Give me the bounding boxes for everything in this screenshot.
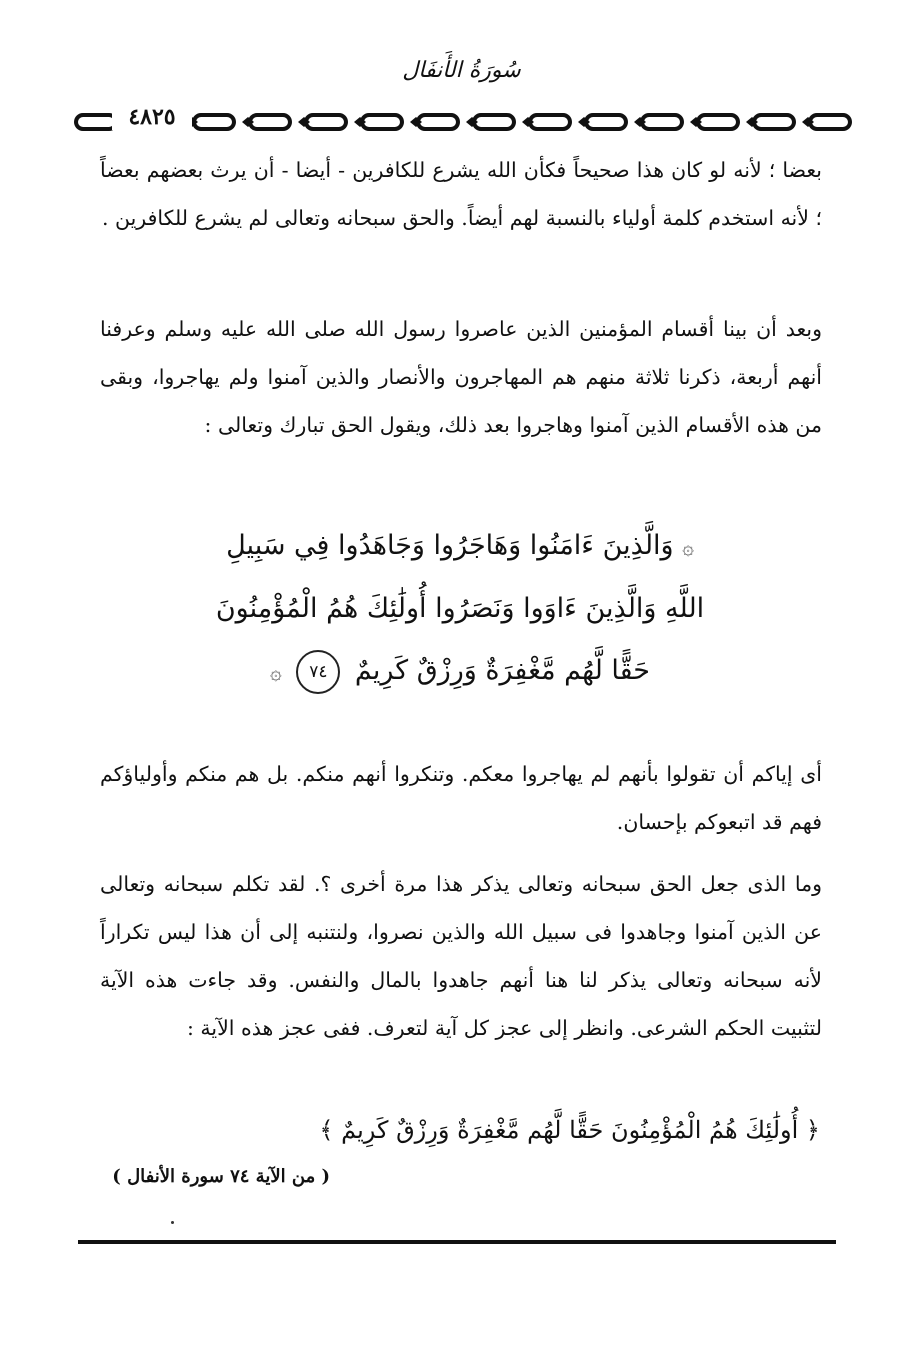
verse-source-citation: ( من الآية ٧٤ سورة الأنفال ) (112, 1166, 330, 1187)
verse-open-ornament-icon: ۞ (682, 535, 694, 559)
verse-line-1 (130, 515, 790, 578)
verse-line-2: اللَّهِ وَالَّذِينَ ءَاوَوا وَنَصَرُوا أُولَٰئِكَ هُمُ الْمُؤْمِنُونَ (215, 593, 705, 624)
body-paragraph-2: وبعد أن بينا أقسام المؤمنين الذين عاصروا رسول الله صلى الله عليه وسلم وعرفنا أنهم أربعة، ذكرنا ثلاثة منهم هم المهاجرون والأنصار والذين آمنوا ولم يهاجروا، وبقى من هذه الأقسام الذين آمنوا وهاجروا بعد ذلك، ويقول الحق تبارك وتعالى : (100, 317, 822, 437)
verse-number-medallion: ٧٤ (296, 650, 340, 694)
quran-verse-block (130, 515, 790, 703)
verse-line-1-text: وَالَّذِينَ ءَامَنُوا وَهَاجَرُوا وَجَاهَدُوا فِي سَبِيلِ (226, 530, 674, 561)
page-number: ٤٨٢٥ (112, 104, 192, 130)
quoted-verse: ﴿ أُولَٰئِكَ هُمُ الْمُؤْمِنُونَ حَقًّا لَّهُم مَّغْفِرَةٌ وَرِزْقٌ كَرِيمٌ ﴾ (319, 1116, 820, 1144)
surah-title: سُورَةُ الأَنفَال (402, 58, 521, 83)
print-speck (171, 1221, 174, 1224)
body-paragraph-3: أى إياكم أن تقولوا بأنهم لم يهاجروا معكم. وتنكروا أنهم منكم. بل هم منكم وأولياؤكم فهم قد اتبعوكم بإحسان. (100, 762, 822, 834)
bottom-rule (78, 1240, 836, 1244)
body-paragraph-4: وما الذى جعل الحق سبحانه وتعالى يذكر هذا مرة أخرى ؟. لقد تكلم سبحانه وتعالى عن الذين آمنوا وجاهدوا فى سبيل الله والذين نصروا، ولنتنبه إلى أن هذا ليس تكراراً لأنه سبحانه وتعالى يذكر لنا هنا أنهم جاهدوا بالمال والنفس. وقد جاءت هذه الآية لتثبيت الحكم الشرعى. وانظر إلى عجز كل آية لتعرف. ففى عجز هذه الآية : (100, 872, 822, 1040)
verse-line-3 (130, 640, 790, 703)
verse-line-3-text: حَقًّا لَّهُم مَّغْفِرَةٌ وَرِزْقٌ كَرِيمٌ (354, 655, 650, 686)
body-paragraph-1: بعضا ؛ لأنه لو كان هذا صحيحاً فكأن الله يشرع للكافرين - أيضا - أن يرث بعضهم بعضاً ؛ لأنه استخدم كلمة أولياء بالنسبة لهم أيضاً. والحق سبحانه وتعالى لم يشرع للكافرين . (100, 158, 822, 230)
verse-close-ornament-icon: ۞ (270, 660, 282, 684)
